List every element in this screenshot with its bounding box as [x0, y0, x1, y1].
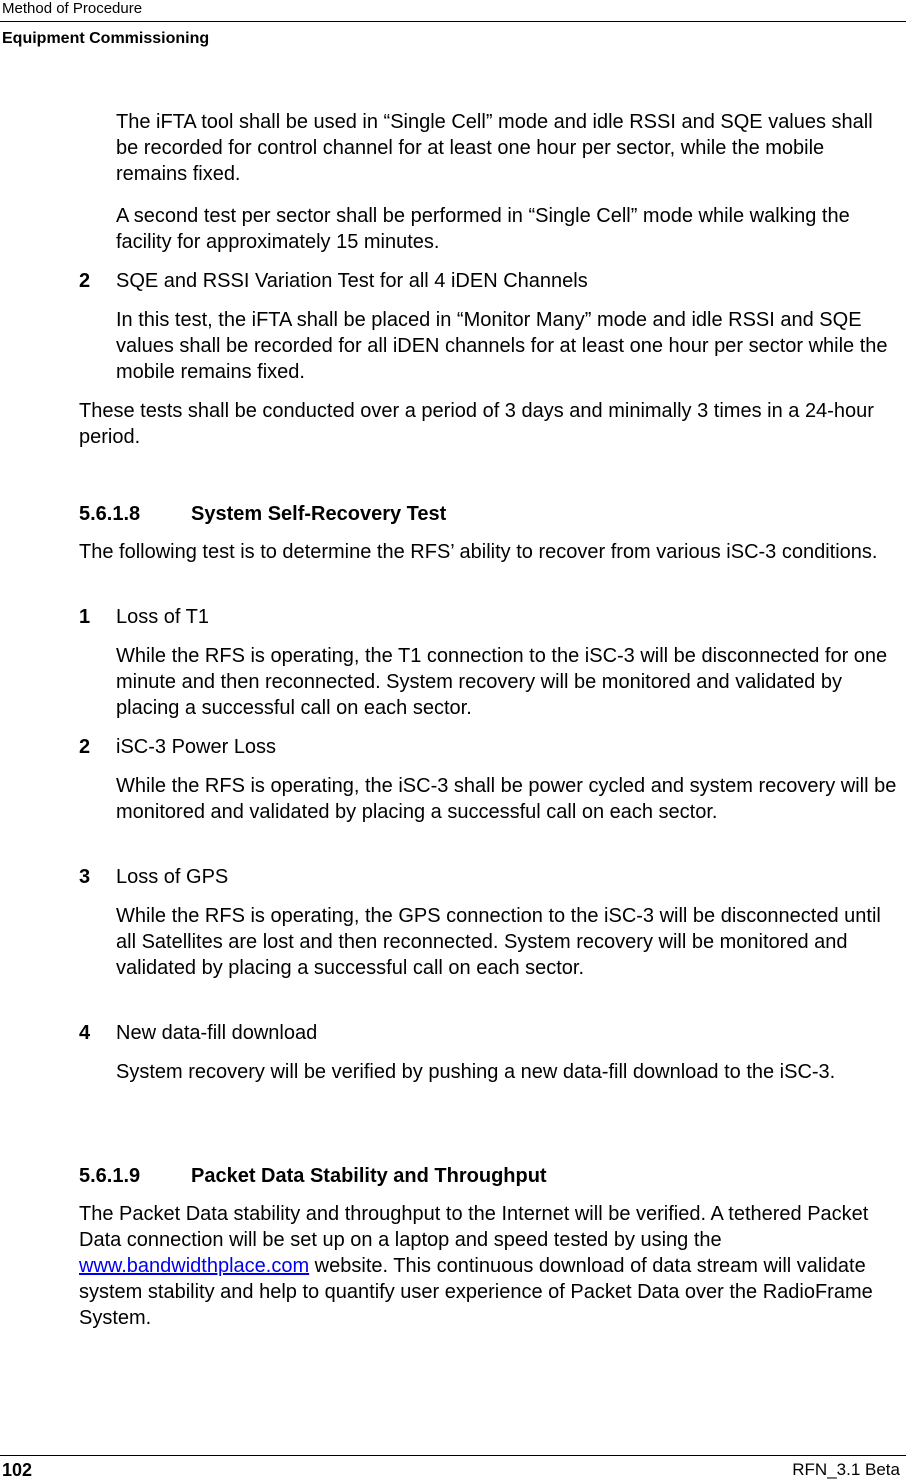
- list-item-text: System recovery will be verified by pushing a new data-fill download to the iSC-3.: [116, 1061, 836, 1083]
- paragraph-monitor-many: In this test, the iFTA shall be placed in “Monitor Many” mode and idle RSSI and SQE values shall be recorded for all iDEN channels for at least one hour per sector while the mobile remains fixed.: [116, 309, 888, 383]
- list-number: 3: [79, 866, 91, 888]
- footer-divider: [0, 1455, 906, 1456]
- heading-number: 5.6.1.8: [79, 503, 141, 525]
- section-title: Equipment Commissioning: [2, 30, 210, 47]
- list-item-title: iSC-3 Power Loss: [116, 736, 277, 758]
- bandwidthplace-link[interactable]: www.bandwidthplace.com: [79, 1255, 310, 1277]
- header-divider: [0, 21, 906, 22]
- heading-title: Packet Data Stability and Throughput: [191, 1165, 547, 1187]
- list-item-text: While the RFS is operating, the iSC-3 shall be power cycled and system recovery will be monitored and validated by placing a successful call on each sector.: [116, 775, 897, 823]
- text-before-link: The Packet Data stability and throughput to the Internet will be verified. A tethered Packet Data connection will be set up on a laptop and speed tested by using the: [79, 1203, 869, 1251]
- paragraph-packet-data: [79, 1201, 899, 1331]
- document-version: RFN_3.1 Beta: [792, 1460, 900, 1479]
- heading-title: System Self-Recovery Test: [191, 503, 447, 525]
- document-title: Method of Procedure: [2, 0, 143, 17]
- paragraph-single-cell-idle: The iFTA tool shall be used in “Single Cell” mode and idle RSSI and SQE values shall be recorded for control channel for at least one hour per sector, while the mobile remains fixed.: [116, 111, 873, 185]
- list-item-text: While the RFS is operating, the GPS connection to the iSC-3 will be disconnected until all Satellites are lost and then reconnected. System recovery will be monitored and validated by placing a successful call on each sector.: [116, 905, 881, 979]
- paragraph-test-schedule: These tests shall be conducted over a period of 3 days and minimally 3 times in a 24-hour period.: [79, 400, 874, 448]
- list-item-title: Loss of T1: [116, 606, 210, 628]
- list-number: 1: [79, 606, 91, 628]
- paragraph-recovery-intro: The following test is to determine the RFS’ ability to recover from various iSC-3 conditions.: [79, 541, 878, 563]
- text-after-link: website. This continuous download of data stream will validate system stability and help to quantify user experience of Packet Data over the RadioFrame System.: [79, 1255, 873, 1329]
- list-number: 4: [79, 1022, 91, 1044]
- page-number: 102: [2, 1460, 33, 1480]
- list-number: 2: [79, 270, 91, 292]
- paragraph-single-cell-walk: A second test per sector shall be performed in “Single Cell” mode while walking the facility for approximately 15 minutes.: [116, 205, 850, 253]
- heading-number: 5.6.1.9: [79, 1165, 141, 1187]
- list-item-title: SQE and RSSI Variation Test for all 4 iDEN Channels: [116, 270, 588, 292]
- list-number: 2: [79, 736, 91, 758]
- list-item-text: While the RFS is operating, the T1 connection to the iSC-3 will be disconnected for one minute and then reconnected. System recovery will be monitored and validated by placing a successful call on each sector.: [116, 645, 888, 719]
- list-item-title: New data-fill download: [116, 1022, 318, 1044]
- list-item-title: Loss of GPS: [116, 866, 229, 888]
